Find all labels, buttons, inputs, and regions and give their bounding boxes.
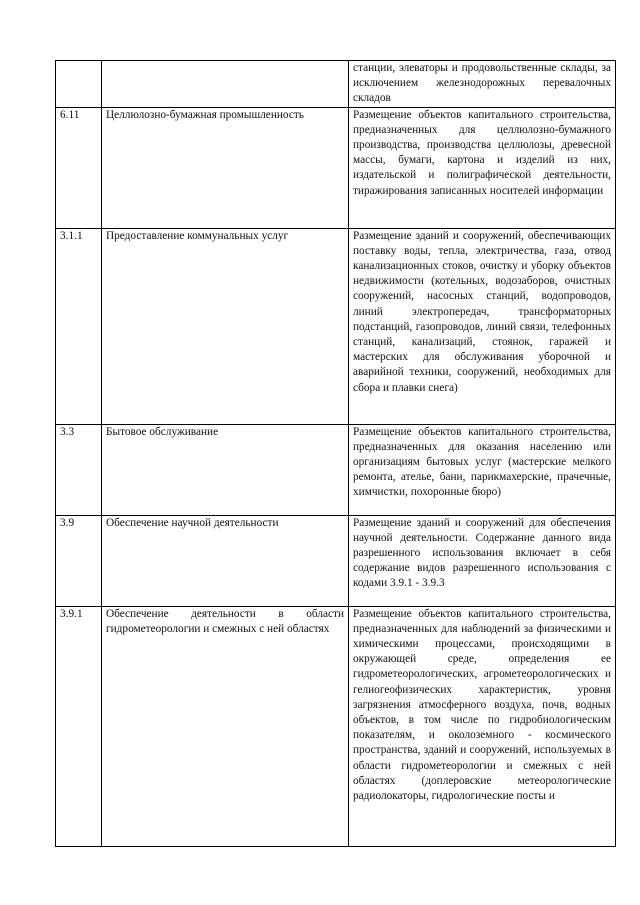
row-description: Размещение объектов капитального строительства, предназначенных для целлюлозно-бумажного производства, производства целлюлозы, древесной массы, бумаги, картона и изделий из них, издательской и полиграфической деятельности, тиражирования записанных носителей информации: [349, 107, 616, 228]
row-code: 3.1.1: [56, 228, 102, 424]
row-description: Размещение объектов капитального строительства, предназначенных для оказания населению или организациям бытовых услуг (мастерские мелкого ремонта, ателье, бани, парикмахерские, прачечные, химчистки, похоронные бюро): [349, 424, 616, 515]
table-row: [56, 107, 616, 228]
row-description: Размещение зданий и сооружений, обеспечивающих поставку воды, тепла, электричества, газа, отвод канализационных стоков, очистку и уборку объектов недвижимости (котельных, водозаборов, очистных сооружений, насосных станций, водопроводов, линий электропередач, трансформаторных подстанций, газопроводов, линий связи, телефонных станций, канализаций, стоянок, гаражей и мастерских для обслуживания уборочной и аварийной техники, сооружений, необходимых для сбора и плавки снега): [349, 228, 616, 424]
row-name: [102, 61, 349, 108]
table-row: [56, 515, 616, 606]
row-code: 3.3: [56, 424, 102, 515]
row-name: Целлюлозно-бумажная промышленность: [102, 107, 349, 228]
table-body: [56, 61, 616, 847]
table-row: [56, 424, 616, 515]
row-description: Размещение зданий и сооружений для обеспечения научной деятельности. Содержание данного вида разрешенного использования включает в себя содержание видов разрешенного использования с кодами 3.9.1 - 3.9.3: [349, 515, 616, 606]
land-use-table: [55, 60, 616, 847]
row-code: 3.9: [56, 515, 102, 606]
row-name: Бытовое обслуживание: [102, 424, 349, 515]
table-row: [56, 606, 616, 846]
row-description: станции, элеваторы и продовольственные склады, за исключением железнодорожных перевалочных складов: [349, 61, 616, 108]
row-name: Предоставление коммунальных услуг: [102, 228, 349, 424]
row-code: [56, 61, 102, 108]
table-row: [56, 228, 616, 424]
row-name: Обеспечение деятельности в области гидрометеорологии и смежных с ней областях: [102, 606, 349, 846]
row-description: Размещение объектов капитального строительства, предназначенных для наблюдений за физическими и химическими процессами, происходящими в окружающей среде, определения ее гидрометеорологических, агрометеорологических и гелиогеофизических характеристик, уровня загрязнения атмосферного воздуха, почв, водных объектов, в том числе по гидробиологическим показателям, и околоземного - космического пространства, зданий и сооружений, используемых в области гидрометеорологии и смежных с ней областях (доплеровские метеорологические радиолокаторы, гидрологические посты и: [349, 606, 616, 846]
row-code: 3.9.1: [56, 606, 102, 846]
row-code: 6.11: [56, 107, 102, 228]
table-row: [56, 61, 616, 108]
row-name: Обеспечение научной деятельности: [102, 515, 349, 606]
